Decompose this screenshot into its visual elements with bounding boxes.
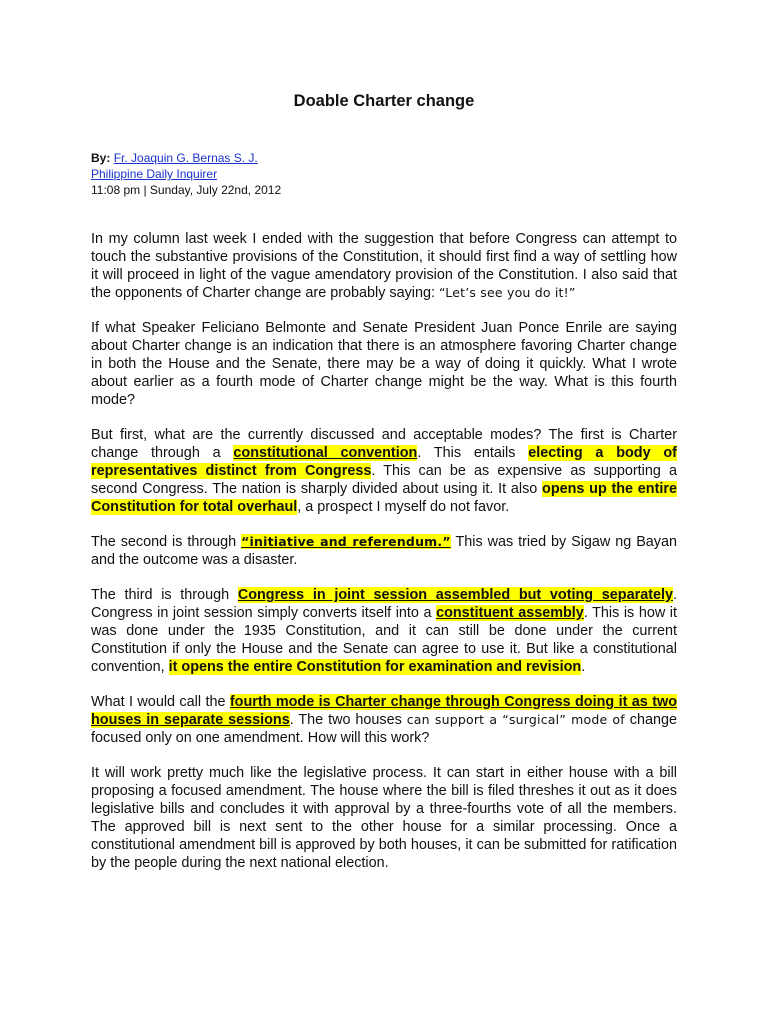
- article-body: [91, 230, 677, 889]
- highlight-joint-session: Congress in joint session assembled but voting separately: [237, 587, 673, 603]
- highlight-opens-entire-constitution: it opens the entire Constitution for examination and revision: [168, 659, 582, 675]
- byline: [91, 150, 281, 198]
- highlight-opens-up-constitution: opens up the entire Constitution for total overhaul: [91, 481, 677, 515]
- highlight-electing-body: electing a body of representatives distinct from Congress: [91, 445, 677, 479]
- paragraph-2: If what Speaker Feliciano Belmonte and Senate President Juan Ponce Enrile are saying about Charter change is an indication that there is an atmosphere favoring Charter change in both the House and the Senate, there may be a way of doing it quickly. What I wrote about earlier as a fourth mode of Charter change might be the way. What is this fourth mode?: [91, 320, 677, 408]
- article-title: Doable Charter change: [293, 92, 475, 110]
- paragraph-1: In my column last week I ended with the suggestion that before Congress can attempt to touch the substantive provisions of the Constitution, it should first find a way of settling how it will proceed in light of the vague amendatory provision of the Constitution. I also said that the opponents of Charter change are probably saying: “Let’s see you do it!”: [91, 231, 677, 301]
- paragraph-4: The second is through “initiative and referendum.” This was tried by Sigaw ng Bayan and the outcome was a disaster.: [91, 534, 677, 568]
- paragraph-5: The third is through Congress in joint session assembled but voting separately. Congress in joint session simply converts itself into a constituent assembly. This is how it was done under the 1935 Constitution, and it can still be done under the current Constitution if only the House and the Senate can agree to use it. But like a constitutional convention, it opens the entire Constitution for examination and revision.: [91, 587, 677, 675]
- highlight-initiative-referendum: “initiative and referendum.”: [241, 534, 451, 549]
- author-link[interactable]: Fr. Joaquin G. Bernas S. J.: [113, 151, 258, 165]
- publish-datetime: 11:08 pm | Sunday, July 22nd, 2012: [91, 183, 282, 197]
- publication-link[interactable]: Philippine Daily Inquirer: [91, 167, 218, 181]
- paragraph-6: What I would call the fourth mode is Charter change through Congress doing it as two houses in separate sessions. The two houses can support a “surgical” mode of change focused only on one amendment. How will this work?: [91, 694, 678, 746]
- highlight-fourth-mode: fourth mode is Charter change through Congress doing it as two houses in separate sessions: [91, 694, 677, 728]
- quote-text: “Let’s see you do it!”: [439, 285, 576, 300]
- by-label: By:: [91, 151, 111, 165]
- paragraph-7: It will work pretty much like the legislative process. It can start in either house with a bill proposing a focused amendment. The house where the bill is filed threshes it out as it does legislative bills and concludes it with approval by a three-fourths vote of all the members. The approved bill is next sent to the other house for a similar processing. Once a constitutional amendment bill is approved by both houses, it can be submitted for ratification by the people during the next national election.: [91, 765, 677, 871]
- highlight-constitutional-convention: constitutional convention: [233, 445, 418, 461]
- paragraph-3: But first, what are the currently discussed and acceptable modes? The first is Charter change through a constitutional convention. This entails electing a body of representatives distinct from Congress. This can be as expensive as supporting a second Congress. The nation is sharply divided about using it. It also opens up the entire Constitution for total overhaul, a prospect I myself do not favor.: [91, 427, 678, 515]
- highlight-constituent-assembly: constituent assembly: [436, 605, 584, 621]
